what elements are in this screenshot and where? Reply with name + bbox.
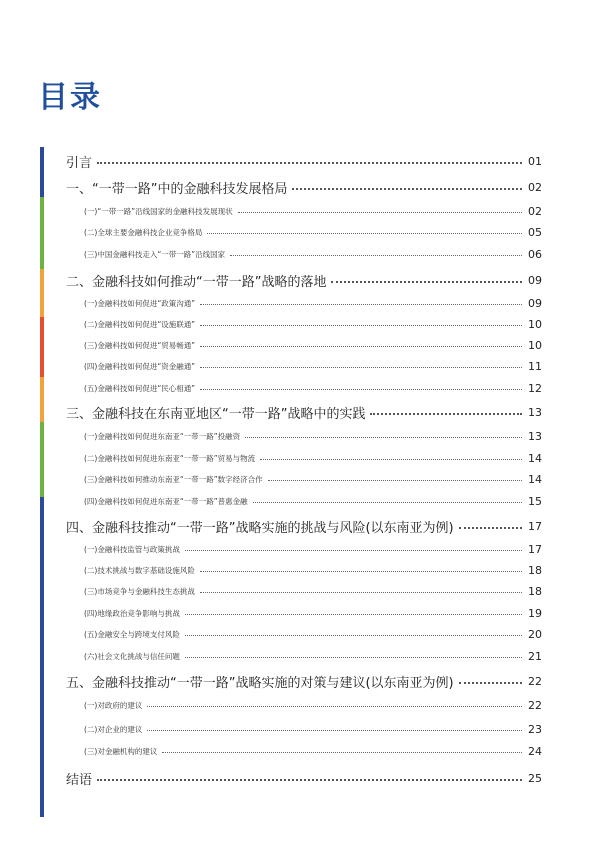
toc-page-number: 11 bbox=[528, 360, 542, 373]
toc-entry-label: (一)金融科技监管与政策挑战 bbox=[84, 545, 180, 554]
toc-entry-label: 三、金融科技在东南亚地区“一带一路”战略中的实践 bbox=[66, 407, 366, 422]
toc-entry[interactable] bbox=[66, 152, 542, 171]
toc-subentry[interactable] bbox=[84, 650, 542, 663]
toc-page-number: 02 bbox=[528, 181, 542, 194]
toc-subentry[interactable] bbox=[84, 226, 542, 239]
toc-page-number: 14 bbox=[528, 452, 542, 465]
toc-entry-label: 结语 bbox=[66, 773, 93, 788]
toc-dot-leader bbox=[292, 188, 522, 190]
toc-page-number: 09 bbox=[528, 297, 542, 310]
toc-dot-leader bbox=[200, 389, 522, 390]
toc-entry-label: 五、金融科技推动“一带一路”战略实施的对策与建议(以东南亚为例) bbox=[66, 676, 454, 691]
toc-page-number: 13 bbox=[528, 406, 542, 419]
toc-dot-leader bbox=[97, 779, 522, 781]
toc-entry-label: (三)对金融机构的建议 bbox=[84, 747, 158, 756]
toc-dot-leader bbox=[200, 367, 522, 368]
toc-subentry[interactable] bbox=[84, 564, 542, 577]
toc-entry[interactable] bbox=[66, 403, 542, 422]
toc-dot-leader bbox=[200, 592, 522, 593]
toc-subentry[interactable] bbox=[84, 473, 542, 486]
toc-subentry[interactable] bbox=[84, 723, 542, 736]
toc-dot-leader bbox=[459, 527, 522, 529]
toc-dot-leader bbox=[253, 502, 522, 503]
toc-entry-label: (三)金融科技如何促进“贸易畅通” bbox=[84, 341, 196, 350]
toc-page-number: 25 bbox=[528, 772, 542, 785]
toc-page-number: 21 bbox=[528, 650, 542, 663]
toc-dot-leader bbox=[207, 233, 522, 234]
toc-entry-label: (一)“一带一路”沿线国家的金融科技发展现状 bbox=[84, 207, 233, 216]
toc-page-number: 18 bbox=[528, 564, 542, 577]
toc-page-number: 02 bbox=[528, 205, 542, 218]
toc-entry[interactable] bbox=[66, 672, 542, 691]
toc-dot-leader bbox=[370, 413, 522, 415]
toc-page-number: 15 bbox=[528, 495, 542, 508]
toc-entry-label: 一、“一带一路”中的金融科技发展格局 bbox=[66, 182, 288, 197]
toc-entry[interactable] bbox=[66, 769, 542, 788]
toc-page-number: 22 bbox=[528, 699, 542, 712]
toc-dot-leader bbox=[331, 281, 522, 283]
toc-entry-label: (五)金融安全与跨境支付风险 bbox=[84, 630, 180, 639]
toc-dot-leader bbox=[200, 346, 522, 347]
toc-entry-label: (四)金融科技如何促进“资金融通” bbox=[84, 362, 196, 371]
toc-entry-label: (二)金融科技如何促进东南亚“一带一路”贸易与物流 bbox=[84, 454, 256, 463]
toc-entry-label: (四)金融科技如何促进东南亚“一带一路”普惠金融 bbox=[84, 497, 248, 506]
toc-dot-leader bbox=[268, 480, 522, 481]
toc-dot-leader bbox=[238, 212, 522, 213]
toc-entry-label: (二)金融科技如何促进“设施联通” bbox=[84, 320, 196, 329]
toc-entry[interactable] bbox=[66, 178, 542, 197]
toc-page-number: 10 bbox=[528, 318, 542, 331]
toc-dot-leader bbox=[260, 459, 522, 460]
toc-dot-leader bbox=[200, 325, 522, 326]
toc-page-number: 17 bbox=[528, 520, 542, 533]
toc-subentry[interactable] bbox=[84, 628, 542, 641]
toc-page-number: 17 bbox=[528, 543, 542, 556]
toc-page-number: 18 bbox=[528, 585, 542, 598]
toc-subentry[interactable] bbox=[84, 318, 542, 331]
toc-entry-label: 二、金融科技如何推动“一带一路”战略的落地 bbox=[66, 275, 327, 290]
toc-page-number: 12 bbox=[528, 382, 542, 395]
toc-page-number: 09 bbox=[528, 274, 542, 287]
toc-entry-label: (一)金融科技如何促进东南亚“一带一路”投融资 bbox=[84, 432, 241, 441]
toc-dot-leader bbox=[185, 657, 522, 658]
toc-entry-label: (三)金融科技如何推动东南亚“一带一路”数字经济合作 bbox=[84, 475, 263, 484]
toc-page-number: 06 bbox=[528, 248, 542, 261]
toc-subentry[interactable] bbox=[84, 382, 542, 395]
toc-page-number: 20 bbox=[528, 628, 542, 641]
toc-entry[interactable] bbox=[66, 271, 542, 290]
toc-subentry[interactable] bbox=[84, 585, 542, 598]
toc-dot-leader bbox=[200, 571, 522, 572]
toc-dot-leader bbox=[185, 550, 522, 551]
toc-dot-leader bbox=[185, 614, 522, 615]
toc-entry-label: (二)技术挑战与数字基础设施风险 bbox=[84, 566, 195, 575]
toc-entry-label: 四、金融科技推动“一带一路”战略实施的挑战与风险(以东南亚为例) bbox=[66, 521, 454, 536]
toc-subentry[interactable] bbox=[84, 430, 542, 443]
toc-page-number: 19 bbox=[528, 607, 542, 620]
toc-page-number: 05 bbox=[528, 226, 542, 239]
toc-entry-label: (五)金融科技如何促进“民心相通” bbox=[84, 384, 196, 393]
toc-subentry[interactable] bbox=[84, 205, 542, 218]
toc-entry-label: 引言 bbox=[66, 156, 93, 171]
toc-page-number: 22 bbox=[528, 675, 542, 688]
toc-subentry[interactable] bbox=[84, 452, 542, 465]
toc-entry-label: (四)地缘政治竞争影响与挑战 bbox=[84, 609, 180, 618]
toc-entry-label: (一)对政府的建议 bbox=[84, 701, 143, 710]
toc-entry-label: (二)全球主要金融科技企业竞争格局 bbox=[84, 228, 203, 237]
toc-page-number: 13 bbox=[528, 430, 542, 443]
toc-entry-label: (六)社会文化挑战与信任问题 bbox=[84, 652, 180, 661]
toc-entry-label: (三)市场竞争与金融科技生态挑战 bbox=[84, 587, 195, 596]
toc-subentry[interactable] bbox=[84, 297, 542, 310]
toc-dot-leader bbox=[162, 752, 522, 753]
toc-dot-leader bbox=[147, 730, 522, 731]
toc-subentry[interactable] bbox=[84, 607, 542, 620]
toc-subentry[interactable] bbox=[84, 495, 542, 508]
toc-page-number: 23 bbox=[528, 723, 542, 736]
toc-dot-leader bbox=[185, 635, 522, 636]
toc-subentry[interactable] bbox=[84, 745, 542, 758]
toc-dot-leader bbox=[200, 304, 522, 305]
toc-dot-leader bbox=[459, 682, 522, 684]
toc-subentry[interactable] bbox=[84, 360, 542, 373]
page-title: 目录 bbox=[38, 80, 102, 115]
toc-dot-leader bbox=[245, 437, 522, 438]
toc-subentry[interactable] bbox=[84, 543, 542, 556]
toc-page-number: 24 bbox=[528, 745, 542, 758]
toc-page-number: 10 bbox=[528, 339, 542, 352]
toc-subentry[interactable] bbox=[84, 339, 542, 352]
toc-dot-leader bbox=[230, 255, 522, 256]
toc-page-number: 01 bbox=[528, 155, 542, 168]
toc-entry[interactable] bbox=[66, 517, 542, 536]
toc-subentry[interactable] bbox=[84, 699, 542, 712]
toc-page-number: 14 bbox=[528, 473, 542, 486]
toc-entry-label: (三)中国金融科技走入“一带一路”沿线国家 bbox=[84, 250, 226, 259]
toc-entry-label: (一)金融科技如何促进“政策沟通” bbox=[84, 299, 196, 308]
toc-dot-leader bbox=[97, 162, 522, 164]
toc-entry-label: (二)对企业的建议 bbox=[84, 725, 143, 734]
toc-dot-leader bbox=[147, 706, 522, 707]
toc-subentry[interactable] bbox=[84, 248, 542, 261]
